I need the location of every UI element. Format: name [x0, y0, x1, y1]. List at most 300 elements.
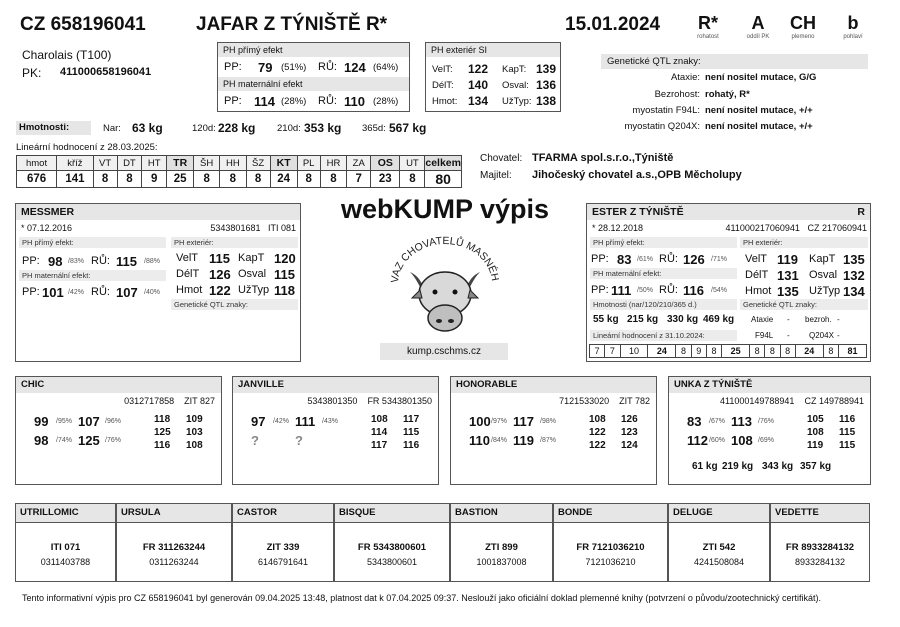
- linear-value-cell: 8: [117, 171, 142, 188]
- linear-head-cell: kříž: [57, 156, 94, 171]
- gp-exterior-value: 116: [403, 440, 420, 451]
- qtl-label: Bezrohost:: [654, 89, 700, 100]
- linear-value-cell: 8: [194, 171, 220, 188]
- ph-direct-pp: 79: [258, 60, 273, 75]
- sire-born: * 07.12.2016: [21, 223, 73, 233]
- pct: /54%: [711, 287, 727, 294]
- ggp-code: FR 311263244: [142, 542, 206, 553]
- weight-365d: 567 kg: [389, 121, 427, 135]
- pct: /67%: [709, 418, 725, 425]
- ph-maternal-ru: 110: [344, 94, 365, 109]
- dam-linear-cell: 10: [620, 345, 648, 358]
- ggp-code: ITI 071: [50, 542, 81, 553]
- ggp-code: ZIT 339: [266, 542, 300, 553]
- grandparent-name: CHIC: [16, 377, 221, 393]
- dam-linear-cell: 8: [706, 345, 721, 358]
- pp-label: PP:: [224, 61, 242, 73]
- breed: Charolais (T100): [22, 48, 112, 62]
- weights-label: Hmotnosti:: [16, 121, 91, 135]
- dam-linear-cell: 8: [676, 345, 691, 358]
- great-grandparent-box: [15, 503, 116, 582]
- ggp-code: FR 8933284132: [785, 542, 855, 553]
- linear-head-cell: OS: [371, 156, 400, 171]
- ext-label: Hmot: [176, 284, 203, 296]
- gp-exterior-value: 125: [154, 427, 171, 438]
- pp-label: PP:: [591, 253, 609, 265]
- qtl-label: Ataxie: [751, 315, 774, 324]
- grandparent-num: 5343801350: [307, 396, 358, 406]
- linear-value-cell: 8: [220, 171, 247, 188]
- qtl-title: Genetické QTL znaky:: [601, 54, 868, 69]
- pct: /88%: [144, 258, 160, 265]
- ph-maternal-pp-pct: (28%): [281, 96, 307, 107]
- code-label: oddíl PK: [746, 34, 770, 40]
- gp-weight: 343 kg: [762, 461, 794, 472]
- dam-linear-cell: 24: [795, 345, 823, 358]
- gp-exterior-value: 123: [621, 427, 638, 438]
- ru-label: RŮ:: [659, 253, 678, 265]
- qtl-label: Q204X: [809, 331, 834, 340]
- ggp-number: 0311263244: [149, 557, 199, 567]
- ph-maternal-label: PH maternální efekt:: [19, 270, 166, 281]
- grandparent-name: JANVILLE: [233, 377, 438, 393]
- ggp-name: URSULA: [117, 504, 231, 523]
- dam-kapt: 135: [843, 252, 865, 267]
- ext-label: Osval: [238, 268, 267, 280]
- dam-weight-birth: 55 kg: [593, 314, 619, 325]
- site-title: webKUMP výpis: [340, 194, 550, 224]
- owner-label: Majitel:: [480, 170, 512, 181]
- great-grandparent-box: [668, 503, 770, 582]
- grandparent-name: HONORABLE: [451, 377, 656, 393]
- linear-value-cell: 8: [320, 171, 347, 188]
- gp-exterior-value: 105: [807, 414, 824, 425]
- linear-head-cell: hmot: [17, 156, 57, 171]
- sire-pp: 98: [48, 254, 63, 269]
- dam-delt: 131: [777, 268, 799, 283]
- ph-direct-pp-pct: (51%): [281, 62, 307, 73]
- ext-label: Osval: [809, 269, 838, 281]
- dam-header: [587, 204, 870, 220]
- gp-maternal-pp: 110: [469, 433, 490, 448]
- grandparent-name: UNKA Z TÝNIŠTĚ: [669, 377, 870, 393]
- pct: /74%: [56, 437, 72, 444]
- grandparent-code: ZIT 782: [619, 396, 650, 406]
- sire-osval: 115: [274, 267, 295, 282]
- linear-value-cell: 141: [57, 171, 94, 188]
- pct: /87%: [540, 437, 556, 444]
- great-grandparent-box: [232, 503, 334, 582]
- grandparent-code: ZIT 827: [184, 396, 215, 406]
- bull-logo-icon: [378, 232, 512, 340]
- linear-head-cell: PL: [297, 156, 320, 171]
- logo-text: VAZ CHOVATELŮ MASNÉH: [388, 234, 501, 284]
- pct: /40%: [144, 289, 160, 296]
- dam-num: [702, 223, 867, 233]
- ggp-name: BASTION: [451, 504, 552, 523]
- sire-kapt: 120: [274, 251, 296, 266]
- gp-exterior-value: 103: [186, 427, 203, 438]
- gp-pp: 83: [687, 414, 702, 429]
- weight-label: 120d:: [192, 123, 216, 134]
- gp-exterior-value: 117: [371, 440, 388, 451]
- ext-label: UžTyp:: [502, 96, 532, 107]
- pct: /61%: [637, 256, 653, 263]
- gp-exterior-value: 108: [589, 414, 606, 425]
- gp-exterior-value: 109: [186, 414, 203, 425]
- gp-weight: 219 kg: [722, 461, 754, 472]
- ext-hmot: 134: [468, 94, 489, 108]
- grandparent-code: CZ 149788941: [804, 396, 864, 406]
- breeder-label: Chovatel:: [480, 153, 523, 164]
- qtl-q204x: není nositel mutace, +/+: [705, 121, 813, 132]
- grandparent-box: [15, 376, 222, 485]
- ru-label: RŮ:: [91, 286, 110, 298]
- great-grandparent-box: [450, 503, 553, 582]
- owner: Jihočeský chovatel a.s.,OPB Měcholupy: [532, 169, 742, 181]
- weight-label: 210d:: [277, 123, 301, 134]
- pp-label: PP:: [224, 95, 242, 107]
- dam-weights-label: Hmotnosti (nar/120/210/365 d.): [590, 299, 737, 310]
- linear-head-cell: DT: [117, 156, 142, 171]
- gp-exterior-value: 108: [186, 440, 203, 451]
- grandparent-num: 7121533020: [559, 396, 610, 406]
- dam-linear-cell: 8: [823, 345, 838, 358]
- ggp-code: FR 7121036210: [576, 542, 645, 553]
- ext-label: DélT: [176, 268, 200, 280]
- ggp-name: BONDE: [554, 504, 667, 523]
- dam-bezroh: -: [837, 315, 840, 324]
- gp-exterior-value: 118: [154, 414, 171, 425]
- dam-code: CZ 217060941: [807, 223, 867, 233]
- grandparent-number: [451, 396, 650, 406]
- pk-number: 411000658196041: [60, 66, 152, 78]
- sire-uztyp: 118: [274, 283, 295, 298]
- great-grandparent-box: [334, 503, 450, 582]
- ru-label: RŮ:: [659, 284, 678, 296]
- qtl-label: Ataxie:: [670, 72, 700, 83]
- ph-maternal-pp: 114: [254, 94, 275, 109]
- gp-maternal-ru: 119: [513, 433, 534, 448]
- ext-delt: 140: [468, 78, 489, 92]
- dam-linear-cell: 9: [691, 345, 706, 358]
- dam-q204x: -: [837, 331, 840, 340]
- ggp-name: CASTOR: [233, 504, 333, 523]
- ext-label: UžTyp: [809, 285, 841, 297]
- weight-label: 365d:: [362, 123, 386, 134]
- ph-maternal-label: PH maternální efekt:: [590, 268, 737, 279]
- gp-ru: 111: [295, 414, 316, 429]
- ggp-number: 5343800601: [366, 557, 418, 567]
- linear-value-cell: 8: [93, 171, 117, 188]
- pct: /71%: [711, 256, 727, 263]
- dam-uztyp: 134: [843, 284, 865, 299]
- linear-head-cell: TR: [167, 156, 194, 171]
- ext-label: KapT:: [502, 64, 527, 75]
- qtl-label: Genetické QTL znaky:: [171, 299, 298, 310]
- gp-pp: 99: [34, 414, 49, 429]
- animal-name: JAFAR Z TÝNIŠTĚ R*: [196, 14, 388, 35]
- ph-maternal-title: PH maternální efekt: [218, 77, 409, 91]
- gp-weight: 357 kg: [800, 461, 832, 472]
- grandparent-box: [668, 376, 871, 485]
- weight-birth: 63 kg: [132, 121, 163, 135]
- ext-label: UžTyp: [238, 284, 270, 296]
- dam-linear-table: [589, 344, 867, 358]
- ggp-code: ZTI 542: [702, 542, 736, 553]
- pct: /84%: [491, 437, 507, 444]
- grandparent-num: 411000149788941: [720, 396, 795, 406]
- ext-label: KapT: [238, 252, 265, 264]
- dam-f94l: -: [787, 331, 790, 340]
- pct: /50%: [637, 287, 653, 294]
- code-oddil: A: [751, 13, 765, 33]
- gp-exterior-value: 117: [403, 414, 420, 425]
- pp-label: PP:: [591, 284, 609, 296]
- qtl-bezrohost: rohatý, R*: [705, 89, 750, 100]
- gp-exterior-value: 114: [371, 427, 388, 438]
- dam-velt: 119: [777, 252, 798, 267]
- ext-kapt: 139: [536, 62, 557, 76]
- ph-exterior-label: PH exteriér:: [740, 237, 868, 248]
- linear-head-cell: HT: [142, 156, 167, 171]
- gp-exterior-value: 119: [807, 440, 824, 451]
- ggp-number: 8933284132: [794, 557, 846, 567]
- ru-label: RŮ:: [318, 95, 337, 107]
- gp-maternal-ru: ?: [295, 433, 303, 448]
- ext-label: Hmot:: [432, 96, 458, 107]
- sire-maternal-ru: 107: [116, 285, 138, 300]
- sire-num: [176, 223, 296, 233]
- sire-ru: 115: [116, 254, 137, 269]
- weight-label: Nar:: [103, 123, 121, 134]
- ru-label: RŮ:: [91, 255, 110, 267]
- linear-head-cell: UT: [400, 156, 425, 171]
- ext-label: KapT: [809, 253, 836, 265]
- code-rohatost: R*: [697, 13, 718, 33]
- linear-value-cell: 80: [425, 171, 462, 188]
- pct: /95%: [56, 418, 72, 425]
- logo: [378, 232, 512, 340]
- ggp-name: BISQUE: [335, 504, 449, 523]
- ext-label: VelT: [745, 253, 768, 265]
- pp-label: PP:: [22, 255, 40, 267]
- pct: /69%: [758, 437, 774, 444]
- ext-label: VelT: [176, 252, 199, 264]
- linear-head-cell: ŠZ: [246, 156, 270, 171]
- ext-uztyp: 138: [536, 94, 557, 108]
- dam-linear-cell: 8: [765, 345, 780, 358]
- qtl-ataxie: není nositel mutace, G/G: [705, 72, 817, 83]
- dam-linear-cell: 7: [590, 345, 605, 358]
- header-codes: [688, 13, 888, 49]
- dam-number: 411000217060941: [725, 223, 800, 233]
- ph-box: [217, 42, 410, 112]
- code-plemeno: CH: [790, 13, 816, 33]
- sire-hmot: 122: [209, 283, 231, 298]
- gp-maternal-ru: 125: [78, 433, 100, 448]
- linear-value-cell: 8: [400, 171, 425, 188]
- gp-exterior-value: 108: [807, 427, 824, 438]
- ggp-code: ZTI 899: [485, 542, 518, 553]
- linear-value-cell: 24: [270, 171, 297, 188]
- dam-ru: 126: [683, 252, 705, 267]
- qtl-label: bezroh.: [805, 315, 832, 324]
- gp-exterior-value: 115: [403, 427, 420, 438]
- linear-value-cell: 9: [142, 171, 167, 188]
- grandparent-num: 0312717858: [124, 396, 175, 406]
- linear-head-cell: ZA: [347, 156, 371, 171]
- ext-velt: 122: [468, 62, 489, 76]
- gp-maternal-pp: 98: [34, 433, 49, 448]
- footer-note: Tento informativní výpis pro CZ 658196041 byl generován 09.04.2025 13:48, platnost dat k 07.04.2025 09:37. Neslouží jako oficiální doklad plemenné knihy (potvrzení o původu/zootechnický certifikát).: [22, 593, 821, 603]
- linear-value-cell: 25: [167, 171, 194, 188]
- qtl-label: myostatin Q204X:: [624, 121, 700, 132]
- grandparent-code: FR 5343801350: [367, 396, 432, 406]
- ggp-number: 0311403788: [40, 557, 91, 567]
- gp-pp: 100: [469, 414, 491, 429]
- pp-label: PP:: [22, 286, 40, 298]
- weight-210d: 353 kg: [304, 121, 342, 135]
- ph-direct-ru-pct: (64%): [373, 62, 399, 73]
- pct: /76%: [758, 418, 774, 425]
- pct: /42%: [68, 289, 84, 296]
- ggp-name: UTRILLOMIC: [16, 504, 115, 523]
- dam-maternal-pp: 111: [611, 283, 632, 298]
- pct: /98%: [540, 418, 556, 425]
- sire-maternal-pp: 101: [42, 285, 64, 300]
- gp-exterior-value: 116: [839, 414, 856, 425]
- ext-label: Osval:: [502, 80, 529, 91]
- sire-name: MESSMER: [16, 204, 300, 220]
- gp-pp: 97: [251, 414, 266, 429]
- gp-exterior-value: 115: [839, 440, 856, 451]
- code-label: rohatost: [697, 34, 719, 40]
- ggp-number: 7121036210: [585, 557, 636, 567]
- gp-weight: 61 kg: [692, 461, 718, 472]
- ext-label: Hmot: [745, 285, 772, 297]
- gp-exterior-value: 122: [589, 440, 606, 451]
- ph-exterior-label: PH exteriér:: [171, 237, 298, 248]
- dam-linear-cell: 81: [839, 345, 867, 358]
- great-grandparent-box: [116, 503, 232, 582]
- dam-osval: 132: [843, 268, 865, 283]
- dam-pp: 83: [617, 252, 632, 267]
- ext-label: DélT:: [432, 80, 454, 91]
- site-url[interactable]: kump.cschms.cz: [380, 343, 508, 360]
- pct: /96%: [105, 418, 121, 425]
- linear-value-cell: 8: [246, 171, 270, 188]
- gp-exterior-value: 116: [154, 440, 171, 451]
- dam-maternal-ru: 116: [683, 283, 704, 298]
- ph-direct-label: PH přímý efekt:: [19, 237, 166, 248]
- gp-ru: 107: [78, 414, 100, 429]
- pct: /60%: [709, 437, 725, 444]
- ph-direct-title: PH přímý efekt: [218, 43, 409, 57]
- qtl-label: Genetické QTL znaky:: [740, 299, 868, 310]
- pct: /42%: [273, 418, 289, 425]
- dam-born: * 28.12.2018: [592, 223, 644, 233]
- weight-120d: 228 kg: [218, 121, 256, 135]
- dam-ataxie: -: [787, 315, 790, 324]
- dam-linear-cell: 8: [780, 345, 795, 358]
- linear-head-cell: HR: [320, 156, 347, 171]
- sire-box: [15, 203, 301, 362]
- pk-label: PK:: [22, 66, 42, 80]
- linear-head-cell: VT: [93, 156, 117, 171]
- sire-velt: 115: [209, 251, 230, 266]
- dam-weight-120: 215 kg: [627, 314, 659, 325]
- ext-label: VelT:: [432, 64, 453, 75]
- dam-linear-cell: 24: [648, 345, 676, 358]
- gp-maternal-ru: 108: [731, 433, 753, 448]
- linear-value-cell: 7: [347, 171, 371, 188]
- ggp-code: FR 5343800601: [357, 542, 427, 553]
- grandparent-box: [232, 376, 439, 485]
- ph-maternal-ru-pct: (28%): [373, 96, 399, 107]
- ext-osval: 136: [536, 78, 557, 92]
- pct: /97%: [491, 418, 507, 425]
- linear-head-cell: celkem: [425, 157, 461, 169]
- ph-exterior-title: PH exteriér SI: [426, 43, 560, 57]
- header-date: 15.01.2024: [565, 14, 661, 35]
- gp-ru: 117: [513, 414, 534, 429]
- grandparent-number: [669, 396, 864, 406]
- breeder: TFARMA spol.s.r.o.,Týniště: [532, 152, 674, 164]
- code-label: plemeno: [791, 34, 815, 40]
- ph-direct-label: PH přímý efekt:: [590, 237, 737, 248]
- dam-linear-cell: 25: [722, 345, 750, 358]
- code-label: pohlaví: [843, 34, 863, 40]
- dam-box: [586, 203, 871, 362]
- linear-table: [16, 155, 462, 188]
- linear-head-cell: KT: [270, 156, 297, 171]
- ru-label: RŮ:: [318, 61, 337, 73]
- ggp-number: 4241508084: [693, 557, 745, 567]
- great-grandparent-box: [770, 503, 870, 582]
- dam-linear-cell: 8: [750, 345, 765, 358]
- animal-id: CZ 658196041: [20, 14, 146, 35]
- ggp-name: VEDETTE: [771, 504, 869, 523]
- linear-head-cell: ŠH: [194, 156, 220, 171]
- dam-hmot: 135: [777, 284, 799, 299]
- gp-exterior-value: 124: [621, 440, 638, 451]
- gp-maternal-pp: ?: [251, 433, 259, 448]
- dam-name: ESTER Z TÝNIŠTĚ: [592, 206, 684, 218]
- gp-exterior-value: 115: [839, 427, 856, 438]
- sire-number: 5343801681: [210, 223, 261, 233]
- dam-weight-210: 330 kg: [667, 314, 699, 325]
- qtl-label: F94L: [755, 331, 774, 340]
- pct: /83%: [68, 258, 84, 265]
- great-grandparent-box: [553, 503, 668, 582]
- dam-weight-365: 469 kg: [703, 314, 735, 325]
- sire-delt: 126: [209, 267, 231, 282]
- gp-exterior-value: 122: [589, 427, 606, 438]
- linear-value-cell: 8: [297, 171, 320, 188]
- ggp-number: 6146791641: [257, 557, 309, 567]
- linear-value-cell: 23: [371, 171, 400, 188]
- ggp-name: DELUGE: [669, 504, 769, 523]
- grandparent-number: [233, 396, 432, 406]
- ext-label: DélT: [745, 269, 769, 281]
- gp-ru: 113: [731, 414, 752, 429]
- gp-maternal-pp: 112: [687, 433, 708, 448]
- pct: /43%: [322, 418, 338, 425]
- grandparent-box: [450, 376, 657, 485]
- ph-exterior-box: [425, 42, 561, 112]
- qtl-label: myostatin F94L:: [632, 105, 700, 116]
